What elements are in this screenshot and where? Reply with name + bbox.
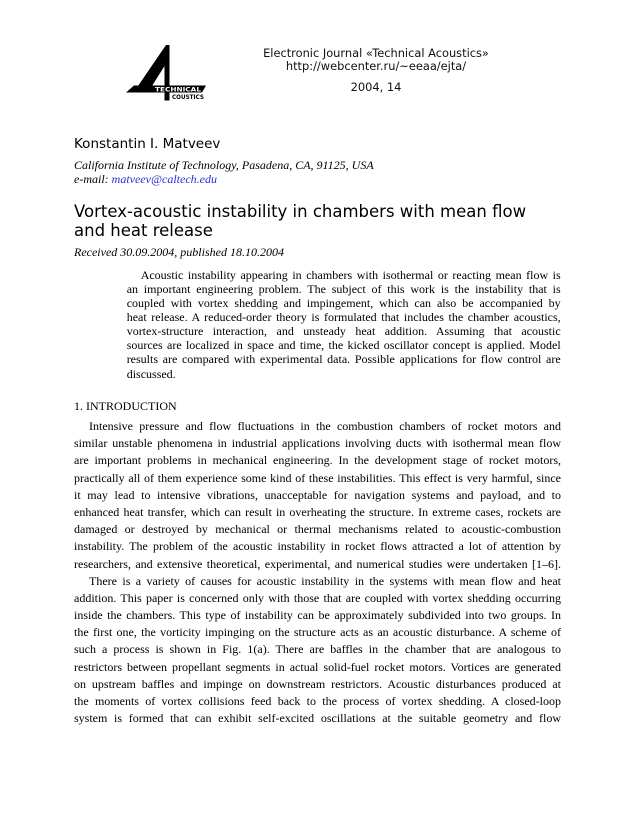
abstract-line: Acoustic instability appearing in chambers with isothermal or reacting mean flow is xyxy=(140,267,561,282)
author-email-line xyxy=(74,173,217,186)
body-line: There is a variety of causes for acoustic instability in the systems with mean flow and heat xyxy=(89,573,561,588)
journal-name: Electronic Journal «Technical Acoustics» xyxy=(263,46,489,60)
body-line: researchers, and extensive theoretical, experimental, and numerical studies were undertaken [1–6]. xyxy=(74,556,561,571)
author-name: Konstantin I. Matveev xyxy=(74,136,221,153)
body-line: instability. The problem of the acoustic instability in rocket flows attracted a lot of attention by xyxy=(74,539,561,554)
body-line: damaged or destroyed by mechanical or thermal mechanisms related to acoustic-combustion xyxy=(74,522,561,537)
body-line: enhanced heat transfer, which can result in overheating the structure. In extreme cases, rockets are xyxy=(74,504,561,519)
body-line: on upstream baffles and impinge on downstream restrictors. Acoustic disturbances produced at xyxy=(74,676,561,691)
body-line: restrictors between propellant segments in actual solid-fuel rocket motors. Vortices are generated xyxy=(74,659,561,674)
body-line: system is formed that can exhibit self-excited oscillations at the suitable geometry and flow xyxy=(74,711,561,726)
abstract-line: heat release. A reduced-order theory is formulated that includes the chamber acoustics, xyxy=(126,310,561,325)
paper-title-line-1: Vortex-acoustic instability in chambers with mean flow xyxy=(74,201,527,221)
body-line: it may lead to intensive vibrations, unacceptable for navigation systems and payload, and to xyxy=(74,487,561,502)
section-body xyxy=(74,418,561,727)
section-heading: 1. INTRODUCTION xyxy=(74,399,177,414)
body-line: addition. This paper is concerned only with those that are coupled with vortex shedding occurring xyxy=(74,590,561,605)
body-line: the moments of vortex collisions feed back to the process of vortex shedding. A closed-loop xyxy=(74,694,561,708)
abstract-line: results are compared with experimental data. Possible applications for flow control are xyxy=(126,352,561,367)
abstract-line: vortex-structure interaction, and unsteady heat addition. Assuming that acoustic xyxy=(126,324,561,339)
body-line: the first one, the vorticity impinging on the structure acts as an acoustic disturbance. A scheme of xyxy=(74,625,561,640)
paper-title xyxy=(74,202,526,240)
abstract-line: sources are localized in space and time, the kicked oscillator concept is applied. Model xyxy=(126,338,561,353)
abstract-line: an important engineering problem. The subject of this work is the instability that is xyxy=(126,281,561,296)
body-line: practically all of them experience some kind of these instabilities. This effect is very harmful, since xyxy=(74,470,561,485)
logo-word-coustics: COUSTICS xyxy=(172,94,204,102)
body-line: such a process is shown in Fig. 1(a). There are baffles in the chamber that are analogous to xyxy=(74,642,561,657)
author-affiliation: California Institute of Technology, Pasadena, CA, 91125, USA xyxy=(74,158,374,173)
abstract-line: coupled with vortex shedding and impingement, which can also be accompanied by xyxy=(126,296,561,311)
body-line: inside the chambers. This type of instability can be approximately subdivided into two groups. In xyxy=(74,608,561,623)
journal-url: http://webcenter.ru/~eeaa/ejta/ xyxy=(285,59,467,73)
email-label: e-mail: xyxy=(74,171,112,186)
body-line: similar unstable phenomena in industrial applications involving ducts with isothermal mean flow xyxy=(74,436,561,451)
received-dates: Received 30.09.2004, published 18.10.2004 xyxy=(74,244,284,259)
body-line: Intensive pressure and flow fluctuations in the combustion chambers of rocket motors and xyxy=(89,419,561,433)
abstract xyxy=(127,268,561,381)
journal-issue: 2004, 14 xyxy=(350,79,402,94)
body-line: are important problems in mechanical engineering. In the development stage of rocket motors, xyxy=(74,453,561,468)
abstract-line: discussed. xyxy=(126,366,176,381)
logo-word-technical: TECHNICAL xyxy=(155,85,201,94)
email-link[interactable]: matveev@caltech.edu xyxy=(111,171,217,186)
paper-title-line-2: and heat release xyxy=(74,220,213,240)
